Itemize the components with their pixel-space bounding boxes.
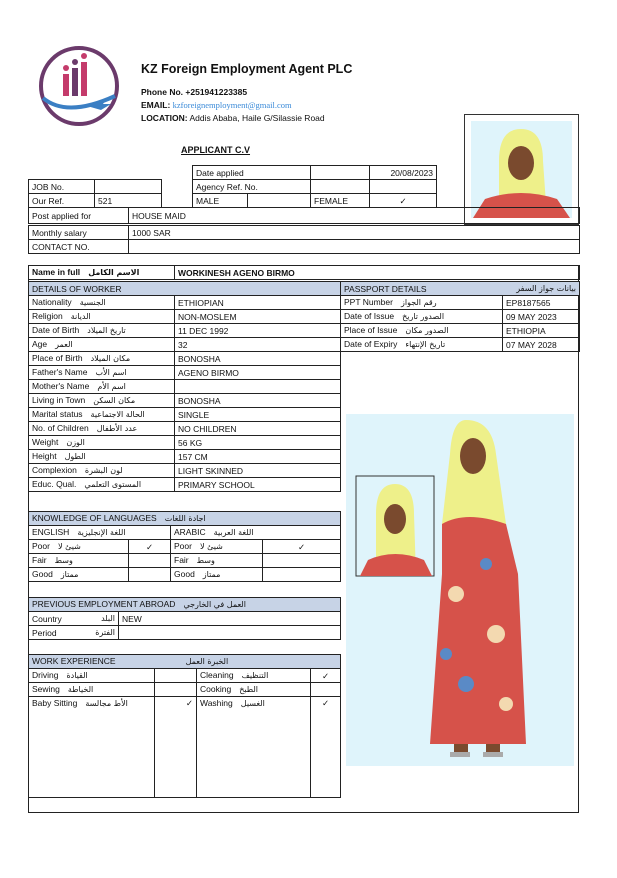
details-label: Weight xyxy=(32,437,59,447)
details-label: Place of Birth xyxy=(32,353,83,363)
experience-right-check[interactable] xyxy=(311,683,341,697)
details-label-ar: الوزن xyxy=(66,438,85,447)
details-row xyxy=(29,478,341,492)
female-check[interactable]: ✓ xyxy=(370,194,437,208)
experience-right-ar: الغسيل xyxy=(240,699,265,708)
details-row xyxy=(29,366,341,380)
details-label: Height xyxy=(32,451,57,461)
male-label: MALE xyxy=(193,194,248,208)
details-value: 32 xyxy=(175,338,341,352)
post-label: Post applied for xyxy=(29,208,129,224)
previous-header-ar: العمل في الخارجي xyxy=(183,600,246,609)
country-value: NEW xyxy=(119,612,341,626)
period-label-ar: الفترة xyxy=(95,627,115,637)
cv-title: APPLICANT C.V xyxy=(181,145,251,155)
company-name: KZ Foreign Employment Agent PLC xyxy=(141,62,353,76)
arabic-label: ARABIC xyxy=(174,527,206,537)
experience-right-label: Cooking xyxy=(200,684,232,694)
passport-row xyxy=(341,296,580,310)
experience-left-label: Driving xyxy=(32,670,59,680)
details-label: Mother's Name xyxy=(32,381,90,391)
language-row xyxy=(29,554,341,568)
arabic-level-ar: وسط xyxy=(196,556,215,565)
country-label: Country xyxy=(32,613,62,624)
passport-label-cell xyxy=(341,296,503,310)
details-label-cell xyxy=(29,324,175,338)
english-level-ar: ممتاز xyxy=(60,570,79,579)
arabic-level-ar: شيئ لا xyxy=(199,542,223,551)
salary-contact-table xyxy=(28,225,580,254)
date-applied-label: Date applied xyxy=(193,166,311,180)
details-label-ar: المستوى التعلمي xyxy=(84,480,142,489)
details-value: AGENO BIRMO xyxy=(175,366,341,380)
languages-header-ar: اجادة اللغات xyxy=(164,514,206,523)
email-link[interactable]: kzforeignemployment@gmail.com xyxy=(172,100,292,110)
passport-label-ar: رقم الجواز xyxy=(400,298,437,307)
passport-header: PASSPORT DETAILS xyxy=(344,283,427,294)
details-label: Complexion xyxy=(32,465,77,475)
company-email xyxy=(141,100,292,110)
experience-left-ar: الخياطة xyxy=(67,685,94,694)
english-cell xyxy=(29,526,171,540)
name-value: WORKINESH AGENO BIRMO xyxy=(175,266,580,280)
details-value: BONOSHA xyxy=(175,352,341,366)
arabic-level: Fair xyxy=(174,555,189,565)
passport-value: EP8187565 xyxy=(503,296,580,310)
details-label: Religion xyxy=(32,311,63,321)
passport-label: PPT Number xyxy=(344,297,393,307)
contact-label: CONTACT NO. xyxy=(29,240,129,254)
experience-row xyxy=(29,697,341,798)
arabic-level-cell xyxy=(171,554,263,568)
english-level-cell xyxy=(29,568,129,582)
english-label-ar: اللغة الإنجليزية xyxy=(77,528,126,537)
passport-row xyxy=(341,338,580,352)
experience-left-cell xyxy=(29,683,155,697)
passport-table xyxy=(340,281,580,352)
experience-right-label: Washing xyxy=(200,698,233,708)
details-label-ar: العمر xyxy=(55,340,73,349)
work-experience-table xyxy=(28,654,341,798)
passport-label: Date of Expiry xyxy=(344,339,398,349)
male-check[interactable] xyxy=(248,194,311,208)
passport-value: 07 MAY 2028 xyxy=(503,338,580,352)
details-label-cell xyxy=(29,422,175,436)
details-row xyxy=(29,338,341,352)
period-label: Period xyxy=(32,627,57,638)
details-value: 11 DEC 1992 xyxy=(175,324,341,338)
arabic-cell xyxy=(171,526,341,540)
experience-left-label: Sewing xyxy=(32,684,60,694)
post-table xyxy=(28,207,580,224)
experience-right-cell xyxy=(197,683,311,697)
details-label-cell xyxy=(29,436,175,450)
name-label-cell xyxy=(29,266,175,280)
applicant-photo-full xyxy=(346,414,574,766)
language-row xyxy=(29,540,341,554)
passport-header-cell xyxy=(341,282,580,296)
details-label: No. of Children xyxy=(32,423,89,433)
details-value: NO CHILDREN xyxy=(175,422,341,436)
details-value xyxy=(175,380,341,394)
english-level: Poor xyxy=(32,541,50,551)
english-level-check[interactable] xyxy=(129,568,171,582)
experience-right-check[interactable]: ✓ xyxy=(311,669,341,683)
details-value: ETHIOPIAN xyxy=(175,296,341,310)
experience-right-ar: التنظيف xyxy=(241,671,269,680)
our-ref-value: 521 xyxy=(95,194,162,208)
details-label-ar: عدد الأطفال xyxy=(96,424,138,433)
previous-header: PREVIOUS EMPLOYMENT ABROAD xyxy=(32,599,176,609)
details-label-cell xyxy=(29,310,175,324)
english-label: ENGLISH xyxy=(32,527,70,537)
experience-left-cell xyxy=(29,669,155,683)
passport-label: Place of Issue xyxy=(344,325,398,335)
details-row xyxy=(29,408,341,422)
passport-label-cell xyxy=(341,338,503,352)
experience-header-ar: الخبرة العمل xyxy=(185,657,229,666)
agency-ref-value xyxy=(311,180,370,194)
passport-value: ETHIOPIA xyxy=(503,324,580,338)
details-row xyxy=(29,436,341,450)
name-table xyxy=(28,265,580,280)
email-label: EMAIL: xyxy=(141,100,171,110)
details-table xyxy=(28,281,341,492)
details-label-cell xyxy=(29,450,175,464)
phone-value: +251941223385 xyxy=(185,87,248,97)
language-row xyxy=(29,568,341,582)
country-label-ar: البلد xyxy=(101,613,115,623)
arabic-level: Good xyxy=(174,569,195,579)
details-label-cell xyxy=(29,478,175,492)
details-label: Living in Town xyxy=(32,395,86,405)
details-label-ar: اسم الأم xyxy=(97,382,126,391)
details-label-cell xyxy=(29,338,175,352)
details-label-ar: الديانة xyxy=(70,312,91,321)
job-no-label: JOB No. xyxy=(29,180,95,194)
english-level-cell xyxy=(29,540,129,554)
experience-right-check[interactable]: ✓ xyxy=(311,697,341,798)
experience-left-label: Baby Sitting xyxy=(32,698,78,708)
details-row xyxy=(29,380,341,394)
details-label-cell xyxy=(29,296,175,310)
details-label-cell xyxy=(29,408,175,422)
company-logo xyxy=(37,44,121,128)
details-value: BONOSHA xyxy=(175,394,341,408)
details-label: Marital status xyxy=(32,409,83,419)
english-level-check[interactable]: ✓ xyxy=(129,540,171,554)
period-value xyxy=(119,626,341,640)
phone-label: Phone No. xyxy=(141,87,184,97)
passport-label-cell xyxy=(341,324,503,338)
english-level: Fair xyxy=(32,555,47,565)
passport-label-ar: الصدور مكان xyxy=(405,326,449,335)
agency-ref-label: Agency Ref. No. xyxy=(193,180,311,194)
passport-label: Date of Issue xyxy=(344,311,395,321)
arabic-level-cell xyxy=(171,540,263,554)
details-value: SINGLE xyxy=(175,408,341,422)
details-row xyxy=(29,310,341,324)
details-label-ar: تاريخ الميلاد xyxy=(87,326,126,335)
date-applied-blank xyxy=(311,166,370,180)
agency-ref-extra xyxy=(370,180,437,194)
details-label-ar: الطول xyxy=(64,452,86,461)
arabic-level-check[interactable] xyxy=(263,554,341,568)
salary-value: 1000 SAR xyxy=(129,226,580,240)
details-value: NON-MOSLEM xyxy=(175,310,341,324)
languages-header-cell xyxy=(29,512,341,526)
details-header: DETAILS OF WORKER xyxy=(29,282,341,296)
details-label-ar: لون البشرة xyxy=(84,466,123,475)
company-phone xyxy=(141,87,247,97)
experience-left-ar: الأط مجالسة xyxy=(85,699,128,708)
name-label: Name in full xyxy=(32,267,81,277)
post-value: HOUSE MAID xyxy=(129,208,580,224)
location-label: LOCATION: xyxy=(141,113,188,123)
english-level: Good xyxy=(32,569,53,579)
english-level-ar: شيئ لا xyxy=(57,542,81,551)
details-row xyxy=(29,394,341,408)
experience-left-cell xyxy=(29,697,155,798)
english-level-check[interactable] xyxy=(129,554,171,568)
languages-header: KNOWLEDGE OF LANGUAGES xyxy=(32,513,157,523)
details-label: Father's Name xyxy=(32,367,88,377)
experience-right-label: Cleaning xyxy=(200,670,234,680)
applicant-photo-top xyxy=(471,121,572,218)
experience-right-cell xyxy=(197,697,311,798)
details-label: Date of Birth xyxy=(32,325,80,335)
previous-header-cell xyxy=(29,598,341,612)
details-row xyxy=(29,324,341,338)
passport-label-ar: تاريخ الإنتهاء xyxy=(405,340,446,349)
arabic-level-check[interactable]: ✓ xyxy=(263,540,341,554)
details-row xyxy=(29,450,341,464)
female-label: FEMALE xyxy=(311,194,370,208)
passport-value: 09 MAY 2023 xyxy=(503,310,580,324)
details-value: LIGHT SKINNED xyxy=(175,464,341,478)
date-applied-table xyxy=(192,165,437,180)
details-label-cell xyxy=(29,366,175,380)
details-label: Age xyxy=(32,339,48,349)
job-ref-table xyxy=(28,179,162,208)
name-label-ar: الاسم الكامل xyxy=(88,268,140,277)
experience-left-check[interactable] xyxy=(155,683,197,697)
details-label-cell xyxy=(29,380,175,394)
english-level-cell xyxy=(29,554,129,568)
our-ref-label: Our Ref. xyxy=(29,194,95,208)
details-row xyxy=(29,422,341,436)
details-label-cell xyxy=(29,464,175,478)
country-label-cell xyxy=(29,612,119,626)
arabic-level: Poor xyxy=(174,541,192,551)
details-label: Educ. Qual. xyxy=(32,479,77,489)
passport-header-ar: بيانات جواز السفر xyxy=(516,283,577,293)
experience-row xyxy=(29,683,341,697)
contact-value xyxy=(129,240,580,254)
experience-left-check[interactable] xyxy=(155,669,197,683)
location-value: Addis Ababa, Haile G/Silassie Road xyxy=(189,113,325,123)
experience-right-cell xyxy=(197,669,311,683)
experience-left-check[interactable]: ✓ xyxy=(155,697,197,798)
details-value: 157 CM xyxy=(175,450,341,464)
english-level-ar: وسط xyxy=(54,556,73,565)
arabic-level-cell xyxy=(171,568,263,582)
details-row xyxy=(29,464,341,478)
details-label-cell xyxy=(29,394,175,408)
salary-label: Monthly salary xyxy=(29,226,129,240)
period-label-cell xyxy=(29,626,119,640)
experience-left-ar: القيادة xyxy=(66,671,88,680)
languages-table xyxy=(28,511,341,582)
passport-label-cell xyxy=(341,310,503,324)
agency-gender-table xyxy=(192,179,437,208)
experience-right-ar: الطبخ xyxy=(239,685,258,694)
previous-employment-table xyxy=(28,597,341,640)
passport-row xyxy=(341,324,580,338)
details-value: PRIMARY SCHOOL xyxy=(175,478,341,492)
arabic-label-ar: اللغة العربية xyxy=(213,528,254,537)
details-value: 56 KG xyxy=(175,436,341,450)
details-label-ar: مكان الميلاد xyxy=(90,354,131,363)
experience-row xyxy=(29,669,341,683)
passport-label-ar: الصدور تاريخ xyxy=(402,312,445,321)
details-label: Nationality xyxy=(32,297,72,307)
date-applied-value: 20/08/2023 xyxy=(370,166,437,180)
details-row xyxy=(29,296,341,310)
details-row xyxy=(29,352,341,366)
experience-header-cell xyxy=(29,655,341,669)
details-label-ar: اسم الأب xyxy=(95,368,127,377)
details-label-ar: مكان السكن xyxy=(93,396,136,405)
details-label-cell xyxy=(29,352,175,366)
company-location xyxy=(141,113,325,123)
job-no-value xyxy=(95,180,162,194)
experience-header: WORK EXPERIENCE xyxy=(32,656,116,666)
arabic-level-ar: ممتاز xyxy=(202,570,221,579)
passport-row xyxy=(341,310,580,324)
details-label-ar: الحالة الاجتماعية xyxy=(90,410,145,419)
arabic-level-check[interactable] xyxy=(263,568,341,582)
details-label-ar: الجنسية xyxy=(79,298,106,307)
